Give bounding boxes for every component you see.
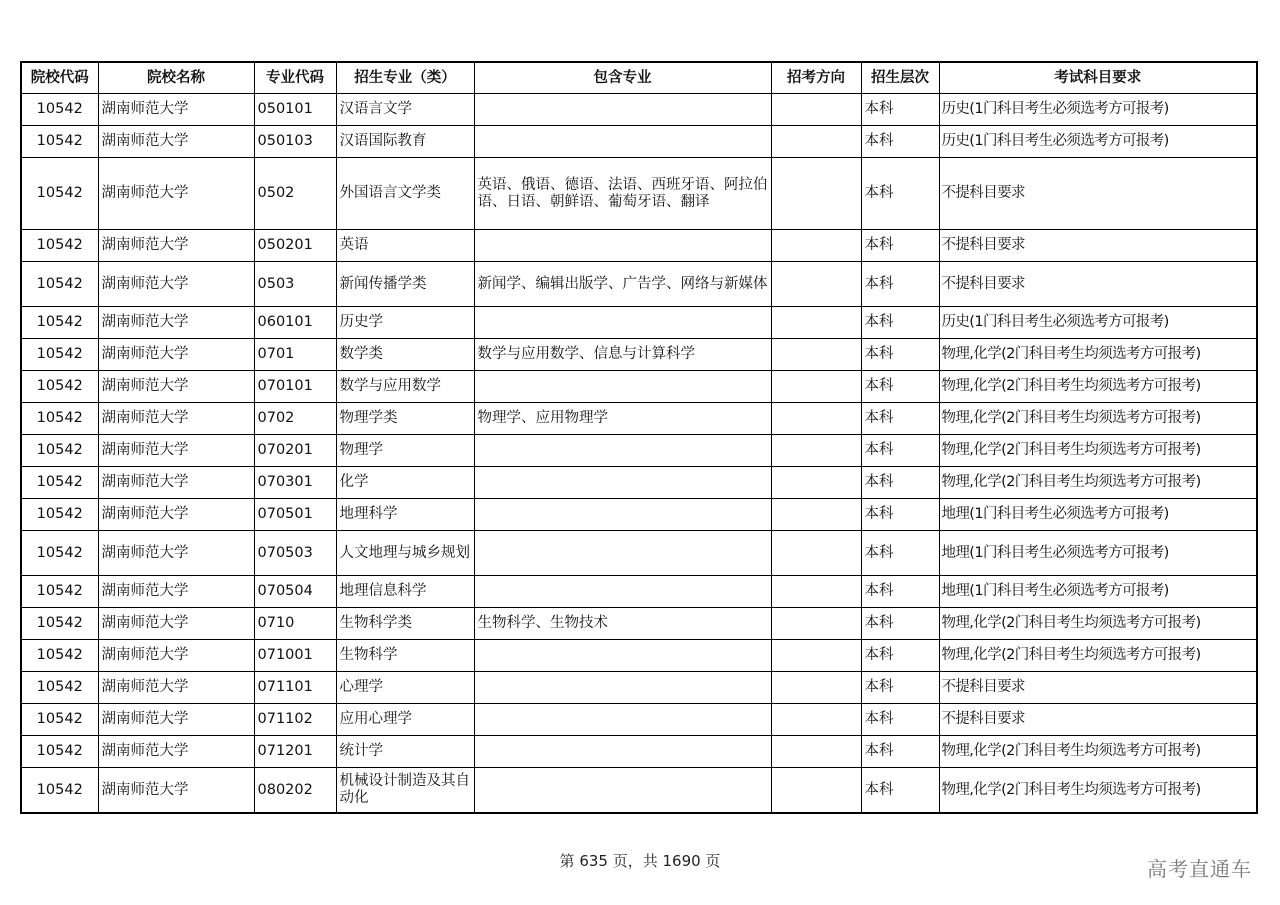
cell-school-name: 湖南师范大学	[98, 499, 254, 531]
table-row	[21, 576, 1257, 608]
cell-school-name: 湖南师范大学	[98, 640, 254, 672]
cell-school-name: 湖南师范大学	[98, 608, 254, 640]
cell-includes: 数学与应用数学、信息与计算科学	[474, 339, 771, 371]
cell-major-code: 0710	[254, 608, 336, 640]
cell-includes	[474, 576, 771, 608]
cell-includes: 新闻学、编辑出版学、广告学、网络与新媒体	[474, 262, 771, 307]
cell-school-name: 湖南师范大学	[98, 672, 254, 704]
watermark-logo-text: 高考直通车	[1147, 857, 1252, 881]
table-header-row	[21, 62, 1257, 94]
cell-school-code: 10542	[21, 672, 98, 704]
cell-level: 本科	[861, 499, 939, 531]
cell-includes	[474, 640, 771, 672]
cell-school-code: 10542	[21, 435, 98, 467]
cell-school-name: 湖南师范大学	[98, 371, 254, 403]
header-school-name: 院校名称	[98, 62, 254, 94]
cell-direction	[771, 467, 861, 499]
cell-school-name: 湖南师范大学	[98, 736, 254, 768]
cell-direction	[771, 768, 861, 814]
cell-includes	[474, 531, 771, 576]
cell-direction	[771, 158, 861, 230]
cell-subject-req: 物理,化学(2门科目考生均须选考方可报考)	[939, 736, 1257, 768]
cell-includes	[474, 307, 771, 339]
cell-includes: 生物科学、生物技术	[474, 608, 771, 640]
cell-level: 本科	[861, 94, 939, 126]
cell-subject-req: 物理,化学(2门科目考生均须选考方可报考)	[939, 371, 1257, 403]
cell-level: 本科	[861, 768, 939, 814]
cell-major: 历史学	[336, 307, 474, 339]
cell-school-name: 湖南师范大学	[98, 531, 254, 576]
cell-direction	[771, 262, 861, 307]
cell-major-code: 070501	[254, 499, 336, 531]
cell-major-code: 060101	[254, 307, 336, 339]
cell-school-name: 湖南师范大学	[98, 94, 254, 126]
cell-school-code: 10542	[21, 467, 98, 499]
cell-school-name: 湖南师范大学	[98, 126, 254, 158]
cell-school-code: 10542	[21, 499, 98, 531]
cell-subject-req: 历史(1门科目考生必须选考方可报考)	[939, 307, 1257, 339]
cell-level: 本科	[861, 704, 939, 736]
cell-major-code: 0702	[254, 403, 336, 435]
cell-subject-req: 物理,化学(2门科目考生均须选考方可报考)	[939, 467, 1257, 499]
cell-subject-req: 物理,化学(2门科目考生均须选考方可报考)	[939, 403, 1257, 435]
cell-major-code: 070101	[254, 371, 336, 403]
table-row	[21, 126, 1257, 158]
cell-major: 心理学	[336, 672, 474, 704]
cell-direction	[771, 576, 861, 608]
cell-major-code: 0502	[254, 158, 336, 230]
cell-major-code: 050103	[254, 126, 336, 158]
cell-major-code: 070201	[254, 435, 336, 467]
cell-major: 数学与应用数学	[336, 371, 474, 403]
cell-direction	[771, 640, 861, 672]
cell-major: 地理科学	[336, 499, 474, 531]
cell-major: 机械设计制造及其自动化	[336, 768, 474, 814]
cell-includes	[474, 467, 771, 499]
cell-major-code: 071001	[254, 640, 336, 672]
cell-level: 本科	[861, 672, 939, 704]
cell-major: 汉语言文学	[336, 94, 474, 126]
cell-school-code: 10542	[21, 768, 98, 814]
cell-level: 本科	[861, 640, 939, 672]
cell-level: 本科	[861, 467, 939, 499]
cell-major-code: 0701	[254, 339, 336, 371]
cell-subject-req: 不提科目要求	[939, 262, 1257, 307]
cell-school-name: 湖南师范大学	[98, 704, 254, 736]
cell-major: 人文地理与城乡规划	[336, 531, 474, 576]
cell-major-code: 0503	[254, 262, 336, 307]
table-row	[21, 467, 1257, 499]
cell-school-code: 10542	[21, 158, 98, 230]
cell-level: 本科	[861, 576, 939, 608]
cell-level: 本科	[861, 230, 939, 262]
cell-school-name: 湖南师范大学	[98, 768, 254, 814]
table-row	[21, 499, 1257, 531]
cell-includes: 英语、俄语、德语、法语、西班牙语、阿拉伯语、日语、朝鲜语、葡萄牙语、翻译	[474, 158, 771, 230]
header-major: 招生专业（类）	[336, 62, 474, 94]
cell-subject-req: 地理(1门科目考生必须选考方可报考)	[939, 531, 1257, 576]
cell-includes: 物理学、应用物理学	[474, 403, 771, 435]
admissions-table	[20, 61, 1258, 814]
cell-school-code: 10542	[21, 230, 98, 262]
cell-direction	[771, 94, 861, 126]
cell-subject-req: 不提科目要求	[939, 672, 1257, 704]
cell-school-code: 10542	[21, 531, 98, 576]
header-subject-req: 考试科目要求	[939, 62, 1257, 94]
cell-subject-req: 物理,化学(2门科目考生均须选考方可报考)	[939, 435, 1257, 467]
cell-subject-req: 物理,化学(2门科目考生均须选考方可报考)	[939, 608, 1257, 640]
cell-subject-req: 不提科目要求	[939, 230, 1257, 262]
table-row	[21, 608, 1257, 640]
cell-direction	[771, 339, 861, 371]
cell-major-code: 050201	[254, 230, 336, 262]
cell-school-code: 10542	[21, 94, 98, 126]
cell-subject-req: 物理,化学(2门科目考生均须选考方可报考)	[939, 768, 1257, 814]
cell-major-code: 070503	[254, 531, 336, 576]
cell-school-name: 湖南师范大学	[98, 576, 254, 608]
cell-direction	[771, 371, 861, 403]
cell-school-code: 10542	[21, 307, 98, 339]
cell-school-code: 10542	[21, 262, 98, 307]
table-row	[21, 158, 1257, 230]
cell-includes	[474, 126, 771, 158]
cell-subject-req: 历史(1门科目考生必须选考方可报考)	[939, 94, 1257, 126]
cell-school-code: 10542	[21, 640, 98, 672]
cell-major: 地理信息科学	[336, 576, 474, 608]
table-row	[21, 371, 1257, 403]
header-level: 招生层次	[861, 62, 939, 94]
table-row	[21, 736, 1257, 768]
cell-major-code: 070301	[254, 467, 336, 499]
cell-school-name: 湖南师范大学	[98, 230, 254, 262]
cell-direction	[771, 435, 861, 467]
cell-includes	[474, 499, 771, 531]
cell-major: 生物科学	[336, 640, 474, 672]
cell-direction	[771, 704, 861, 736]
cell-school-code: 10542	[21, 371, 98, 403]
cell-direction	[771, 499, 861, 531]
cell-major-code: 071102	[254, 704, 336, 736]
cell-subject-req: 地理(1门科目考生必须选考方可报考)	[939, 499, 1257, 531]
cell-major: 生物科学类	[336, 608, 474, 640]
cell-subject-req: 物理,化学(2门科目考生均须选考方可报考)	[939, 339, 1257, 371]
cell-school-name: 湖南师范大学	[98, 435, 254, 467]
header-direction: 招考方向	[771, 62, 861, 94]
table-row	[21, 672, 1257, 704]
table-row	[21, 307, 1257, 339]
cell-major: 外国语言文学类	[336, 158, 474, 230]
cell-direction	[771, 672, 861, 704]
cell-level: 本科	[861, 307, 939, 339]
cell-major: 汉语国际教育	[336, 126, 474, 158]
cell-level: 本科	[861, 126, 939, 158]
cell-major-code: 080202	[254, 768, 336, 814]
page-number: 第 635 页，共 1690 页	[559, 852, 721, 870]
cell-level: 本科	[861, 262, 939, 307]
cell-major: 化学	[336, 467, 474, 499]
cell-direction	[771, 531, 861, 576]
table-row	[21, 704, 1257, 736]
cell-major: 数学类	[336, 339, 474, 371]
cell-direction	[771, 608, 861, 640]
cell-school-code: 10542	[21, 736, 98, 768]
cell-major: 英语	[336, 230, 474, 262]
cell-school-name: 湖南师范大学	[98, 403, 254, 435]
cell-level: 本科	[861, 608, 939, 640]
table-row	[21, 768, 1257, 814]
cell-level: 本科	[861, 339, 939, 371]
cell-major: 新闻传播学类	[336, 262, 474, 307]
table-row	[21, 531, 1257, 576]
cell-school-name: 湖南师范大学	[98, 158, 254, 230]
table-row	[21, 403, 1257, 435]
cell-school-code: 10542	[21, 576, 98, 608]
table-body	[21, 94, 1257, 814]
cell-school-name: 湖南师范大学	[98, 339, 254, 371]
cell-major: 统计学	[336, 736, 474, 768]
cell-major: 应用心理学	[336, 704, 474, 736]
cell-major-code: 071101	[254, 672, 336, 704]
cell-includes	[474, 736, 771, 768]
header-major-code: 专业代码	[254, 62, 336, 94]
cell-includes	[474, 371, 771, 403]
table-row	[21, 640, 1257, 672]
cell-direction	[771, 230, 861, 262]
cell-subject-req: 物理,化学(2门科目考生均须选考方可报考)	[939, 640, 1257, 672]
table-row	[21, 435, 1257, 467]
cell-subject-req: 历史(1门科目考生必须选考方可报考)	[939, 126, 1257, 158]
cell-school-name: 湖南师范大学	[98, 262, 254, 307]
cell-level: 本科	[861, 736, 939, 768]
table-row	[21, 94, 1257, 126]
cell-school-name: 湖南师范大学	[98, 467, 254, 499]
cell-includes	[474, 704, 771, 736]
cell-level: 本科	[861, 403, 939, 435]
cell-school-code: 10542	[21, 608, 98, 640]
cell-major-code: 050101	[254, 94, 336, 126]
cell-includes	[474, 435, 771, 467]
cell-includes	[474, 230, 771, 262]
cell-level: 本科	[861, 435, 939, 467]
cell-school-code: 10542	[21, 704, 98, 736]
cell-direction	[771, 403, 861, 435]
cell-direction	[771, 736, 861, 768]
cell-school-code: 10542	[21, 126, 98, 158]
cell-subject-req: 不提科目要求	[939, 158, 1257, 230]
cell-includes	[474, 672, 771, 704]
header-includes: 包含专业	[474, 62, 771, 94]
cell-level: 本科	[861, 158, 939, 230]
cell-includes	[474, 94, 771, 126]
cell-includes	[474, 768, 771, 814]
cell-school-code: 10542	[21, 403, 98, 435]
cell-direction	[771, 126, 861, 158]
cell-major: 物理学	[336, 435, 474, 467]
cell-direction	[771, 307, 861, 339]
cell-subject-req: 地理(1门科目考生必须选考方可报考)	[939, 576, 1257, 608]
cell-school-code: 10542	[21, 339, 98, 371]
cell-level: 本科	[861, 371, 939, 403]
cell-major-code: 070504	[254, 576, 336, 608]
cell-school-name: 湖南师范大学	[98, 307, 254, 339]
table-row	[21, 339, 1257, 371]
cell-level: 本科	[861, 531, 939, 576]
cell-major: 物理学类	[336, 403, 474, 435]
table-row	[21, 262, 1257, 307]
table-row	[21, 230, 1257, 262]
cell-major-code: 071201	[254, 736, 336, 768]
cell-subject-req: 不提科目要求	[939, 704, 1257, 736]
header-school-code: 院校代码	[21, 62, 98, 94]
